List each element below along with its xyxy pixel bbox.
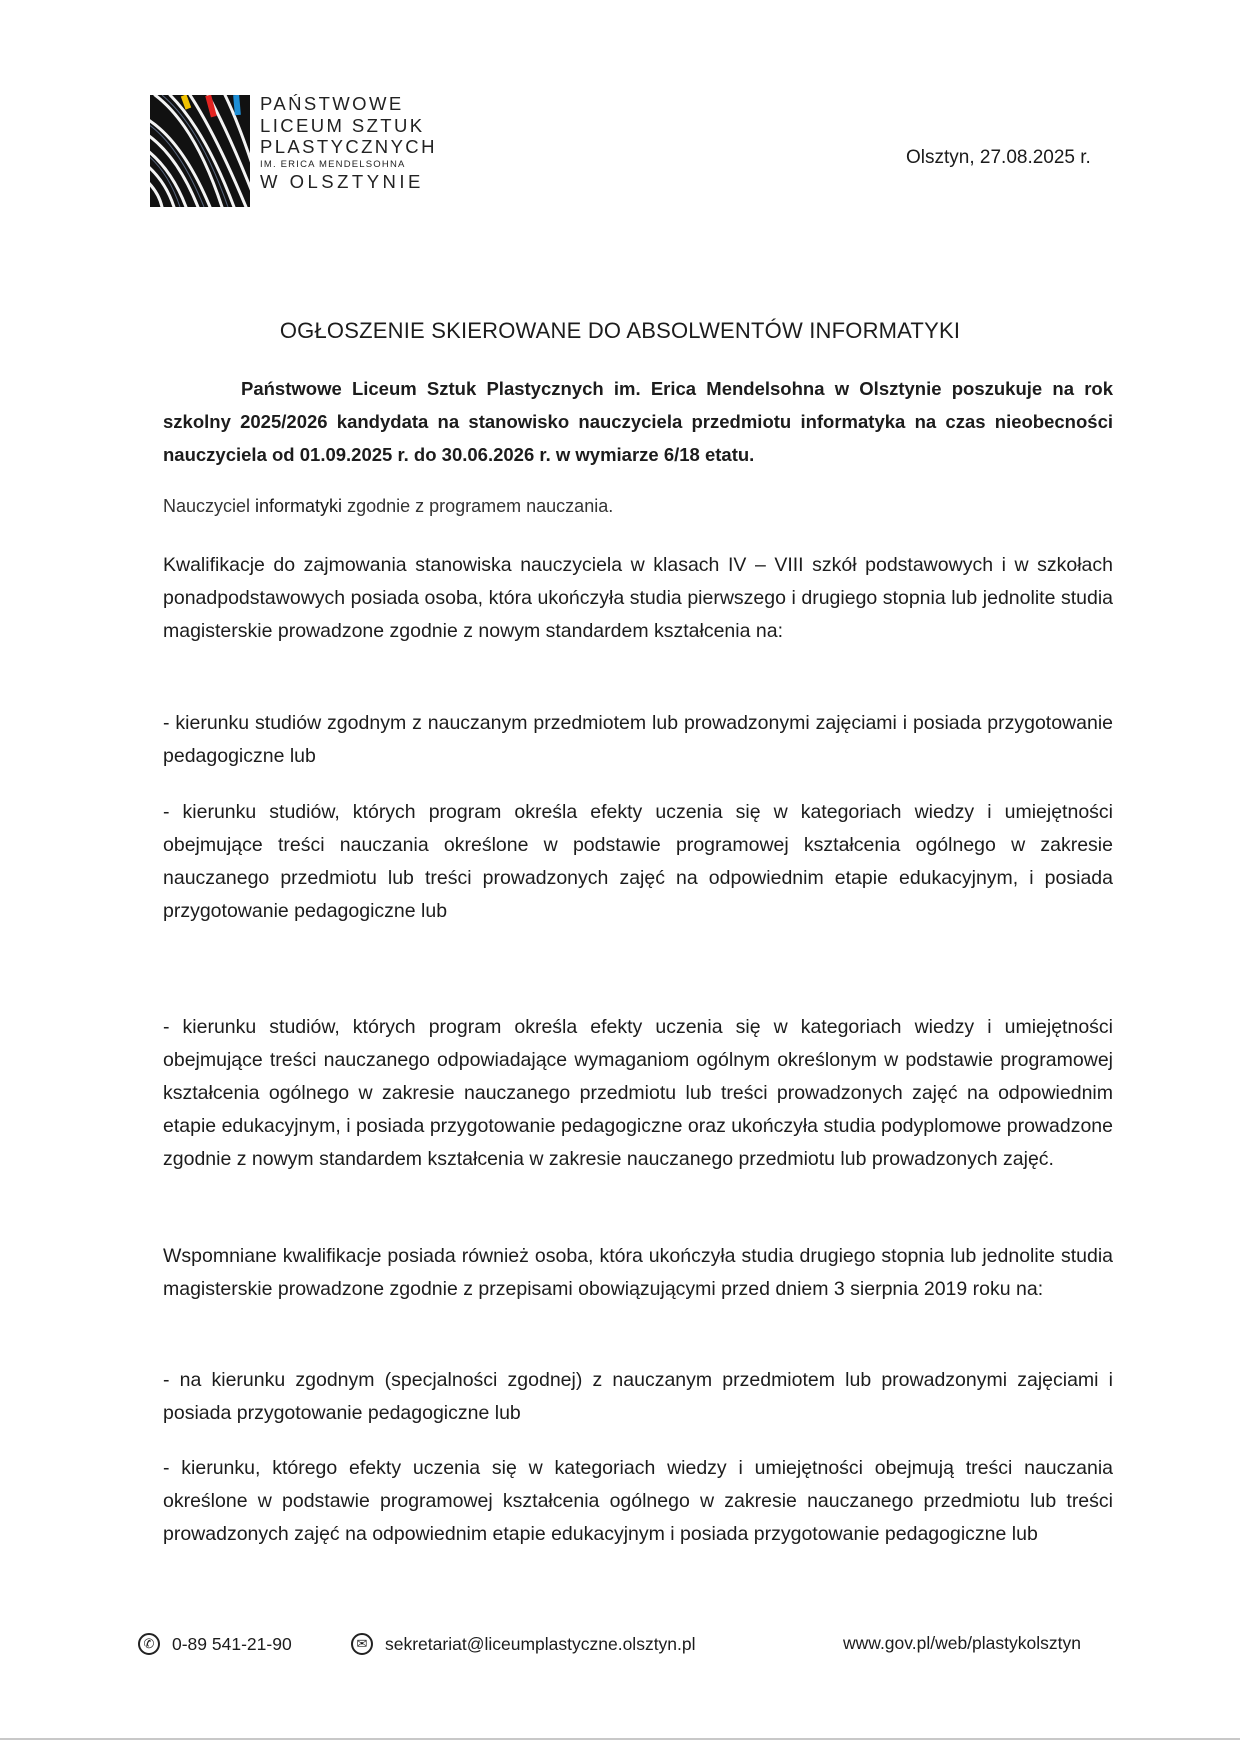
contact-footer (138, 1633, 1128, 1663)
role-subject: informatyki (255, 496, 343, 516)
qualification-option-4: - na kierunku zgodnym (specjalności zgodnej) z nauczanym przedmiotem lub prowadzonymi zajęciami i posiada przygotowanie pedagogiczne lub (163, 1369, 1113, 1424)
document-date: Olsztyn, 27.08.2025 r. (906, 147, 1091, 168)
role-suffix: zgodnie z programem nauczania. (342, 496, 614, 516)
envelope-icon: ✉ (351, 1633, 373, 1655)
qualification-option-2: - kierunku studiów, których program określa efekty uczenia się w kategoriach wiedzy i umiejętności obejmujące treści nauczania określone w podstawie programowej kształcenia ogólnego w zakresie nauczanego przedmiotu lub treści prowadzonych zajęć na odpowiednim etapie edukacyjnym, i posiada przygotowanie pedagogiczne lub (163, 801, 1113, 922)
logo-line-2: LICEUM SZTUK (260, 114, 425, 136)
logo-line-5: W OLSZTYNIE (260, 171, 424, 192)
qualification-option-3: - kierunku studiów, których program określa efekty uczenia się w kategoriach wiedzy i umiejętności obejmujące treści nauczanego odpowiadające wymaganiom ogólnym określonym w podstawie programowej kształcenia ogólnego w zakresie nauczanego przedmiotu lub treści prowadzonych zajęć na odpowiednim etapie edukacyjnym, i posiada przygotowanie pedagogiczne oraz ukończyła studia podyplomowe prowadzone zgodnie z nowym standardem kształcenia w zakresie nauczanego przedmiotu lub prowadzonych zajęć. (163, 1016, 1113, 1170)
website-link[interactable]: www.gov.pl/web/plastykolsztyn (843, 1633, 1081, 1653)
qualification-option-5: - kierunku, którego efekty uczenia się w kategoriach wiedzy i umiejętności obejmują treści nauczania określone w podstawie programowej kształcenia ogólnego w zakresie nauczanego przedmiotu lub treści prowadzonych zajęć na odpowiednim etapie edukacyjnym i posiada przygotowanie pedagogiczne lub (163, 1457, 1113, 1545)
qualifications-intro: Kwalifikacje do zajmowania stanowiska nauczyciela w klasach IV – VIII szkół podstawowych i w szkołach ponadpodstawowych posiada osoba, która ukończyła studia pierwszego i drugiego stopnia lub jednolite studia magisterskie prowadzone zgodnie z nowym standardem kształcenia na: (163, 554, 1113, 642)
role-paragraph (163, 490, 1113, 523)
school-logo (150, 95, 437, 207)
logo-line-4: IM. ERICA MENDELSOHNA (260, 158, 406, 170)
logo-line-1: PAŃSTWOWE (260, 93, 404, 114)
alternative-qualifications: Wspomniane kwalifikacje posiada również osoba, która ukończyła studia drugiego stopnia lub jednolite studia magisterskie prowadzone zgodnie z przepisami obowiązującymi przed dniem 3 sierpnia 2019 roku na: (163, 1245, 1113, 1300)
page-bottom-divider (0, 1738, 1240, 1740)
qualification-option-1: - kierunku studiów zgodnym z nauczanym przedmiotem lub prowadzonymi zajęciami i posiada przygotowanie pedagogiczne lub (163, 712, 1113, 767)
document-title: OGŁOSZENIE SKIEROWANE DO ABSOLWENTÓW INFORMATYKI (279, 318, 961, 343)
footer-phone (138, 1633, 292, 1655)
logo-emblem-icon (150, 95, 250, 207)
logo-wordmark (260, 95, 437, 192)
intro-paragraph: Państwowe Liceum Sztuk Plastycznych im. Erica Mendelsohna w Olsztynie poszukuje na rok szkolny 2025/2026 kandydata na stanowisko nauczyciela przedmiotu informatyka na czas nieobecności nauczyciela od 01.09.2025 r. do 30.06.2026 r. w wymiarze 6/18 etatu. (163, 378, 1113, 465)
footer-website (843, 1633, 1081, 1654)
email-address[interactable]: sekretariat@liceumplastyczne.olsztyn.pl (385, 1633, 696, 1654)
logo-line-3: PLASTYCZNYCH (260, 136, 437, 157)
footer-email (351, 1633, 696, 1655)
role-prefix: Nauczyciel (163, 496, 256, 516)
phone-number[interactable]: 0-89 541-21-90 (172, 1633, 292, 1654)
phone-icon: ✆ (138, 1633, 160, 1655)
